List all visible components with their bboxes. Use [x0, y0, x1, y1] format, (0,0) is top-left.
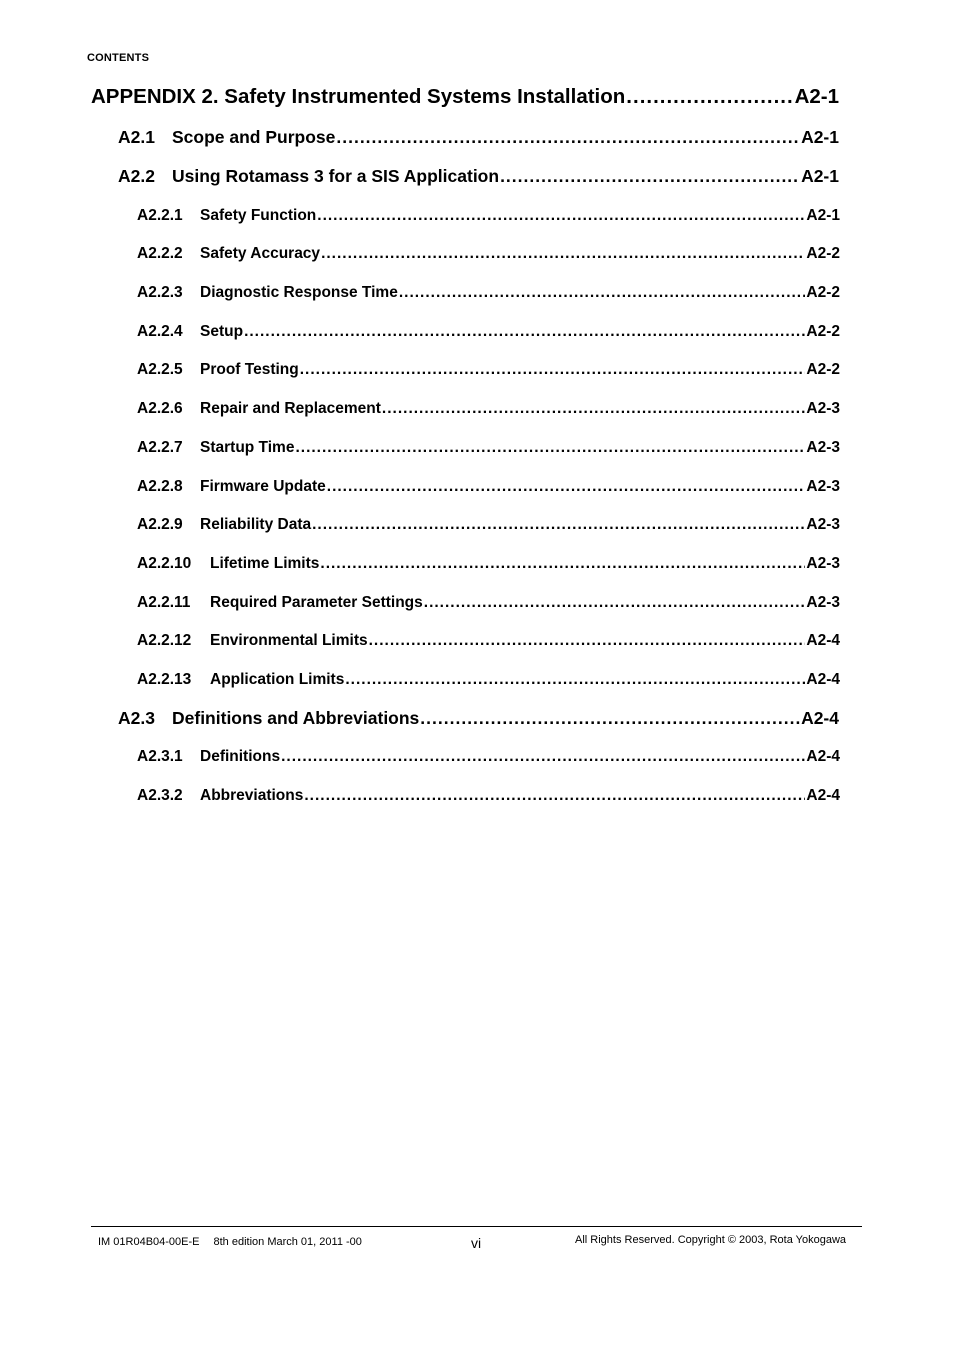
toc-entry-page: A2-3 — [806, 594, 840, 611]
toc-entry-title: Repair and Replacement — [200, 400, 381, 417]
toc-entry-title: Diagnostic Response Time — [200, 284, 398, 301]
toc-entry-a2-2-1[interactable] — [137, 207, 840, 225]
toc-entry-a2-2-10[interactable] — [137, 555, 840, 573]
toc-entry-page: A2-2 — [806, 323, 840, 340]
dot-leader — [244, 323, 805, 341]
toc-entry-title: APPENDIX 2. Safety Instrumented Systems Installation — [91, 85, 626, 108]
toc-entry-title: Definitions — [200, 748, 281, 765]
toc-entry-number: A2.2.9 — [137, 516, 183, 533]
toc-entry-page: A2-2 — [806, 361, 840, 378]
dot-leader — [317, 207, 805, 225]
toc-entry-page: A2-4 — [806, 632, 840, 649]
toc-entry-number: A2.2.6 — [137, 400, 183, 417]
toc-entry-page: A2-3 — [806, 478, 840, 495]
toc-entry-a2-2[interactable] — [118, 166, 839, 187]
toc-entry-page: A2-2 — [806, 245, 840, 262]
toc-entry-number: A2.2.4 — [137, 323, 183, 340]
toc-entry-title: Environmental Limits — [210, 632, 368, 649]
dot-leader — [304, 787, 805, 805]
toc-entry-title: Startup Time — [200, 439, 295, 456]
toc-entry-number: A2.2.8 — [137, 478, 183, 495]
toc-entry-number: A2.2.12 — [137, 632, 192, 649]
dot-leader — [320, 555, 805, 573]
toc-entry-a2-2-12[interactable] — [137, 632, 840, 650]
dot-leader — [336, 127, 800, 148]
toc-entry-page: A2-1 — [801, 166, 839, 186]
toc-entry-title: Setup — [200, 323, 244, 340]
dot-leader — [626, 85, 793, 109]
toc-entry-number: A2.2.3 — [137, 284, 183, 301]
toc-entry-title: Scope and Purpose — [172, 127, 336, 147]
toc-entry-page: A2-3 — [806, 516, 840, 533]
footer-copyright: All Rights Reserved. Copyright © 2003, Rota Yokogawa — [575, 1234, 847, 1246]
toc-entry-title: Reliability Data — [200, 516, 312, 533]
toc-entry-title: Firmware Update — [200, 478, 326, 495]
toc-entry-number: A2.2 — [118, 166, 155, 186]
footer-document-info — [98, 1236, 362, 1248]
toc-entry-number: A2.3.1 — [137, 748, 183, 765]
toc-entry-page: A2-2 — [806, 284, 840, 301]
toc-entry-title: Proof Testing — [200, 361, 299, 378]
toc-entry-title: Abbreviations — [200, 787, 304, 804]
toc-entry-page: A2-4 — [806, 787, 840, 804]
footer-page-number: vi — [471, 1235, 482, 1251]
toc-entry-page: A2-3 — [806, 555, 840, 572]
toc-entry-title: Safety Accuracy — [200, 245, 321, 262]
toc-entry-a2-2-13[interactable] — [137, 671, 840, 689]
dot-leader — [281, 748, 805, 766]
dot-leader — [327, 478, 806, 496]
toc-entry-a2-3-1[interactable] — [137, 748, 840, 766]
toc-entry-number: A2.2.2 — [137, 245, 183, 262]
dot-leader — [295, 439, 805, 457]
dot-leader — [345, 671, 805, 689]
toc-entry-title: Lifetime Limits — [210, 555, 320, 572]
dot-leader — [300, 361, 806, 379]
toc-entry-a2-2-4[interactable] — [137, 323, 840, 341]
toc-entry-a2-2-11[interactable] — [137, 594, 840, 612]
toc-entry-a2-1[interactable] — [118, 127, 839, 148]
toc-entry-a2-2-6[interactable] — [137, 400, 840, 418]
toc-entry-number: A2.2.7 — [137, 439, 183, 456]
toc-entry-title: Safety Function — [200, 207, 317, 224]
footer-doc-id: IM 01R04B04-00E-E — [98, 1236, 200, 1248]
dot-leader — [321, 245, 805, 263]
toc-entry-a2-3-2[interactable] — [137, 787, 840, 805]
toc-entry-page: A2-3 — [806, 439, 840, 456]
toc-entry-title: Definitions and Abbreviations — [172, 708, 420, 728]
toc-entry-number: A2.2.5 — [137, 361, 183, 378]
toc-entry-title: Application Limits — [210, 671, 345, 688]
toc-entry-page: A2-1 — [801, 127, 839, 147]
dot-leader — [382, 400, 805, 418]
toc-entry-number: A2.2.1 — [137, 207, 183, 224]
toc-entry-page: A2-1 — [806, 207, 840, 224]
toc-entry-a2-2-3[interactable] — [137, 284, 840, 302]
toc-entry-a2-2-7[interactable] — [137, 439, 840, 457]
toc-entry-title: Using Rotamass 3 for a SIS Application — [172, 166, 500, 186]
dot-leader — [424, 594, 806, 612]
toc-entry-number: A2.2.13 — [137, 671, 192, 688]
toc-entry-number: A2.2.10 — [137, 555, 192, 572]
toc-entry-page: A2-3 — [806, 400, 840, 417]
toc-entry-number: A2.3.2 — [137, 787, 183, 804]
footer-edition: 8th edition March 01, 2011 -00 — [213, 1236, 362, 1248]
toc-entry-page: A2-1 — [794, 85, 839, 108]
running-header: CONTENTS — [87, 52, 150, 64]
toc-entry-title: Required Parameter Settings — [210, 594, 423, 611]
dot-leader — [369, 632, 806, 650]
footer-divider — [91, 1226, 862, 1227]
toc-entry-a2-3[interactable] — [118, 708, 839, 729]
toc-entry-page: A2-4 — [806, 671, 840, 688]
toc-entry-page: A2-4 — [801, 708, 839, 728]
toc-entry-a2-2-9[interactable] — [137, 516, 840, 534]
dot-leader — [420, 708, 800, 729]
toc-entry-appendix-2[interactable] — [91, 85, 839, 109]
dot-leader — [399, 284, 806, 302]
dot-leader — [500, 166, 800, 187]
toc-entry-number: A2.3 — [118, 708, 155, 728]
toc-entry-number: A2.2.11 — [137, 594, 191, 611]
toc-entry-a2-2-2[interactable] — [137, 245, 840, 263]
dot-leader — [312, 516, 805, 534]
toc-entry-page: A2-4 — [806, 748, 840, 765]
toc-entry-number: A2.1 — [118, 127, 155, 147]
toc-entry-a2-2-5[interactable] — [137, 361, 840, 379]
toc-entry-a2-2-8[interactable] — [137, 478, 840, 496]
